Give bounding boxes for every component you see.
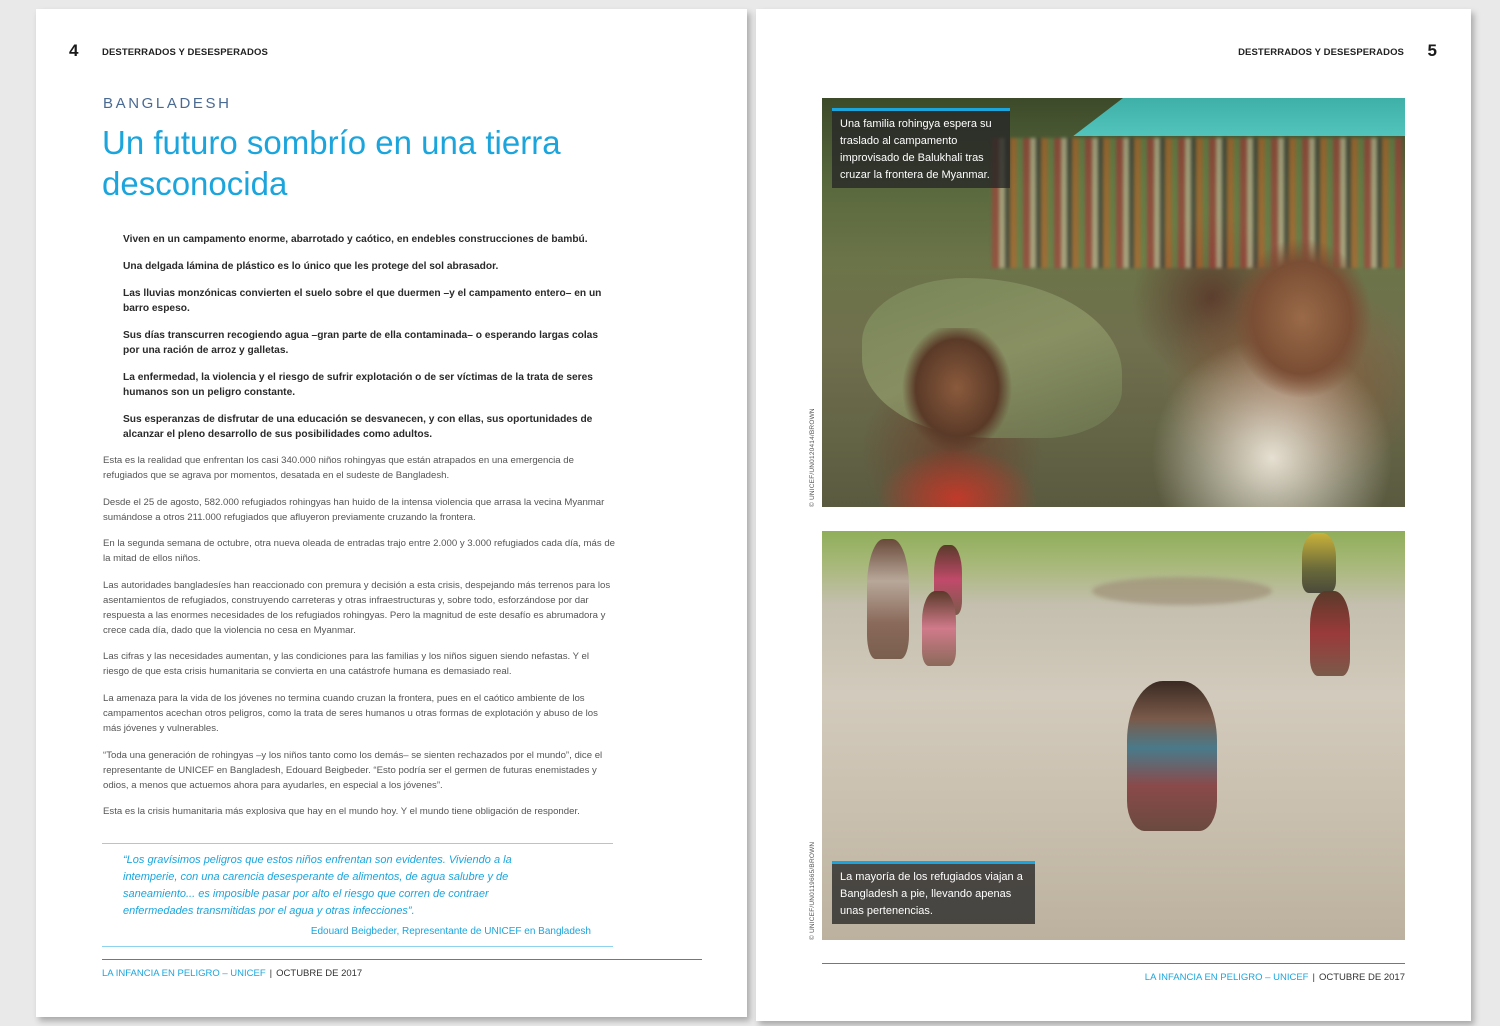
footer-separator: | [1312, 972, 1315, 983]
photo-credit: © UNICEF/UN0120414/BROWN [809, 408, 816, 507]
article-headline: Un futuro sombrío en una tierra desconocida [102, 124, 561, 202]
pull-quote-text: “Los gravísimos peligros que estos niños enfrentan son evidentes. Viviendo a la intemperie, con una carencia desesperante de alimentos, de agua salubre y de saneamiento... es imposible pasar por alto el riesgo que corren de contraer enfermedades transmitidas por el agua y otras infecciones”. [123, 854, 512, 917]
body-paragraph: Esta es la realidad que enfrentan los casi 340.000 niños rohingyas que están atrapados en una emergencia de refugiados que se agrava por momentos, desatada en el sudeste de Bangladesh. [103, 455, 574, 481]
left-page [36, 9, 747, 1017]
photo-detail-sandbar [1092, 577, 1272, 605]
body-paragraph: Las cifras y las necesidades aumentan, y las condiciones para las familias y los niños siguen siendo nefastas. Y el riesgo de que esta crisis humanitaria se convierta en una catástrofe humana es demasiado real. [103, 651, 590, 678]
running-head: DESTERRADOS Y DESESPERADOS [102, 47, 268, 58]
section-kicker: BANGLADESH [103, 95, 232, 112]
body-paragraph: Esta es la crisis humanitaria más explosiva que hay en el mundo hoy. Y el mundo tiene obligación de responder. [103, 806, 580, 818]
body-paragraph: Las autoridades bangladesíes han reaccionado con premura y decisión a esta crisis, despejando más terrenos para los asentamientos de refugiados, construyendo carreteras y otras infraestructuras y, sobre todo, esforzándose por dar respuesta a las enormes necesidades de los refugiados rohingyas. Pero la magnitud de este desafío es abrumadora y crece cada día, dado que la violencia no cesa en Myanmar. [103, 579, 611, 636]
pull-quote-attribution: Edouard Beigbeder, Representante de UNICEF en Bangladesh [310, 926, 591, 937]
photo-detail-child [872, 328, 1042, 507]
photo-detail-figure [1302, 533, 1336, 593]
intro-bullet: Viven en un campamento enorme, abarrotado y caótico, en endebles construcciones de bambú. [123, 234, 588, 245]
article-body [103, 453, 616, 831]
footer-publication: LA INFANCIA EN PELIGRO – UNICEF [1144, 972, 1309, 983]
page-footer [102, 968, 362, 979]
running-head: DESTERRADOS Y DESESPERADOS [1238, 47, 1404, 58]
page-number: 5 [1427, 41, 1437, 60]
photo-detail-man [1152, 208, 1402, 507]
photo-detail-figure [1127, 681, 1217, 831]
page-number: 4 [69, 41, 79, 60]
intro-bullet: La enfermedad, la violencia y el riesgo de sufrir explotación o de ser víctimas de la trata de seres humanos son un peligro constante. [123, 372, 593, 398]
photo-refugees-walking [822, 531, 1405, 940]
intro-bullet: Una delgada lámina de plástico es lo único que les protege del sol abrasador. [123, 261, 499, 272]
footer-separator: | [269, 968, 273, 979]
pull-quote [102, 843, 613, 947]
footer-date: OCTUBRE DE 2017 [276, 968, 363, 979]
intro-bullets [123, 232, 613, 454]
footer-rule [822, 963, 1405, 964]
footer-date: OCTUBRE DE 2017 [1318, 972, 1405, 983]
right-page [756, 9, 1471, 1021]
body-paragraph: Desde el 25 de agosto, 582.000 refugiados rohingyas han huido de la intensa violencia que arrasa la vecina Myanmar sumándose a otros 211.000 refugiados que afluyeron previamente cruzando la frontera. [103, 496, 605, 523]
intro-bullet: Sus esperanzas de disfrutar de una educación se desvanecen, y con ellas, sus oportunidades de alcanzar el pleno desarrollo de sus posibilidades como adultos. [123, 414, 593, 440]
body-paragraph: “Toda una generación de rohingyas –y los niños tanto como los demás– se sienten rechazados por el mundo”, dice el representante de UNICEF en Bangladesh, Edouard Beigbeder. “Esto podría ser el germen de futuras enemistades y odios, a menos que actuemos ahora para ayudarles, en especial a los jóvenes”. [103, 749, 603, 791]
footer-publication: LA INFANCIA EN PELIGRO – UNICEF [102, 968, 266, 979]
body-paragraph: La amenaza para la vida de los jóvenes no termina cuando cruzan la frontera, pues en el caótico ambiente de los campamentos acechan otros peligros, como la trata de seres humanos u otras formas de explotación y abuso de los más jóvenes y vulnerables. [103, 692, 598, 734]
page-footer [1145, 972, 1405, 983]
body-paragraph: En la segunda semana de octubre, otra nueva oleada de entradas trajo entre 2.000 y 3.000 refugiados cada día, más de la mitad de ellos niños. [103, 538, 616, 565]
photo-detail-tent [1052, 98, 1405, 136]
photo-detail-figure [867, 539, 909, 659]
photo-caption: La mayoría de los refugiados viajan a Bangladesh a pie, llevando apenas unas pertenencias. [832, 861, 1035, 924]
photo-detail-figure [922, 591, 956, 666]
photo-rohingya-family [822, 98, 1405, 507]
footer-rule [102, 959, 702, 960]
intro-bullet: Las lluvias monzónicas convierten el suelo sobre el que duermen –y el campamento entero– en un barro espeso. [123, 288, 602, 314]
photo-detail-figure [1310, 591, 1350, 676]
photo-credit: © UNICEF/UN0119665/BROWN [809, 841, 816, 940]
intro-bullet: Sus días transcurren recogiendo agua –gran parte de ella contaminada– o esperando largas colas por una ración de arroz y galletas. [123, 330, 599, 356]
photo-caption: Una familia rohingya espera su traslado al campamento improvisado de Balukhali tras cruzar la frontera de Myanmar. [832, 108, 1010, 188]
